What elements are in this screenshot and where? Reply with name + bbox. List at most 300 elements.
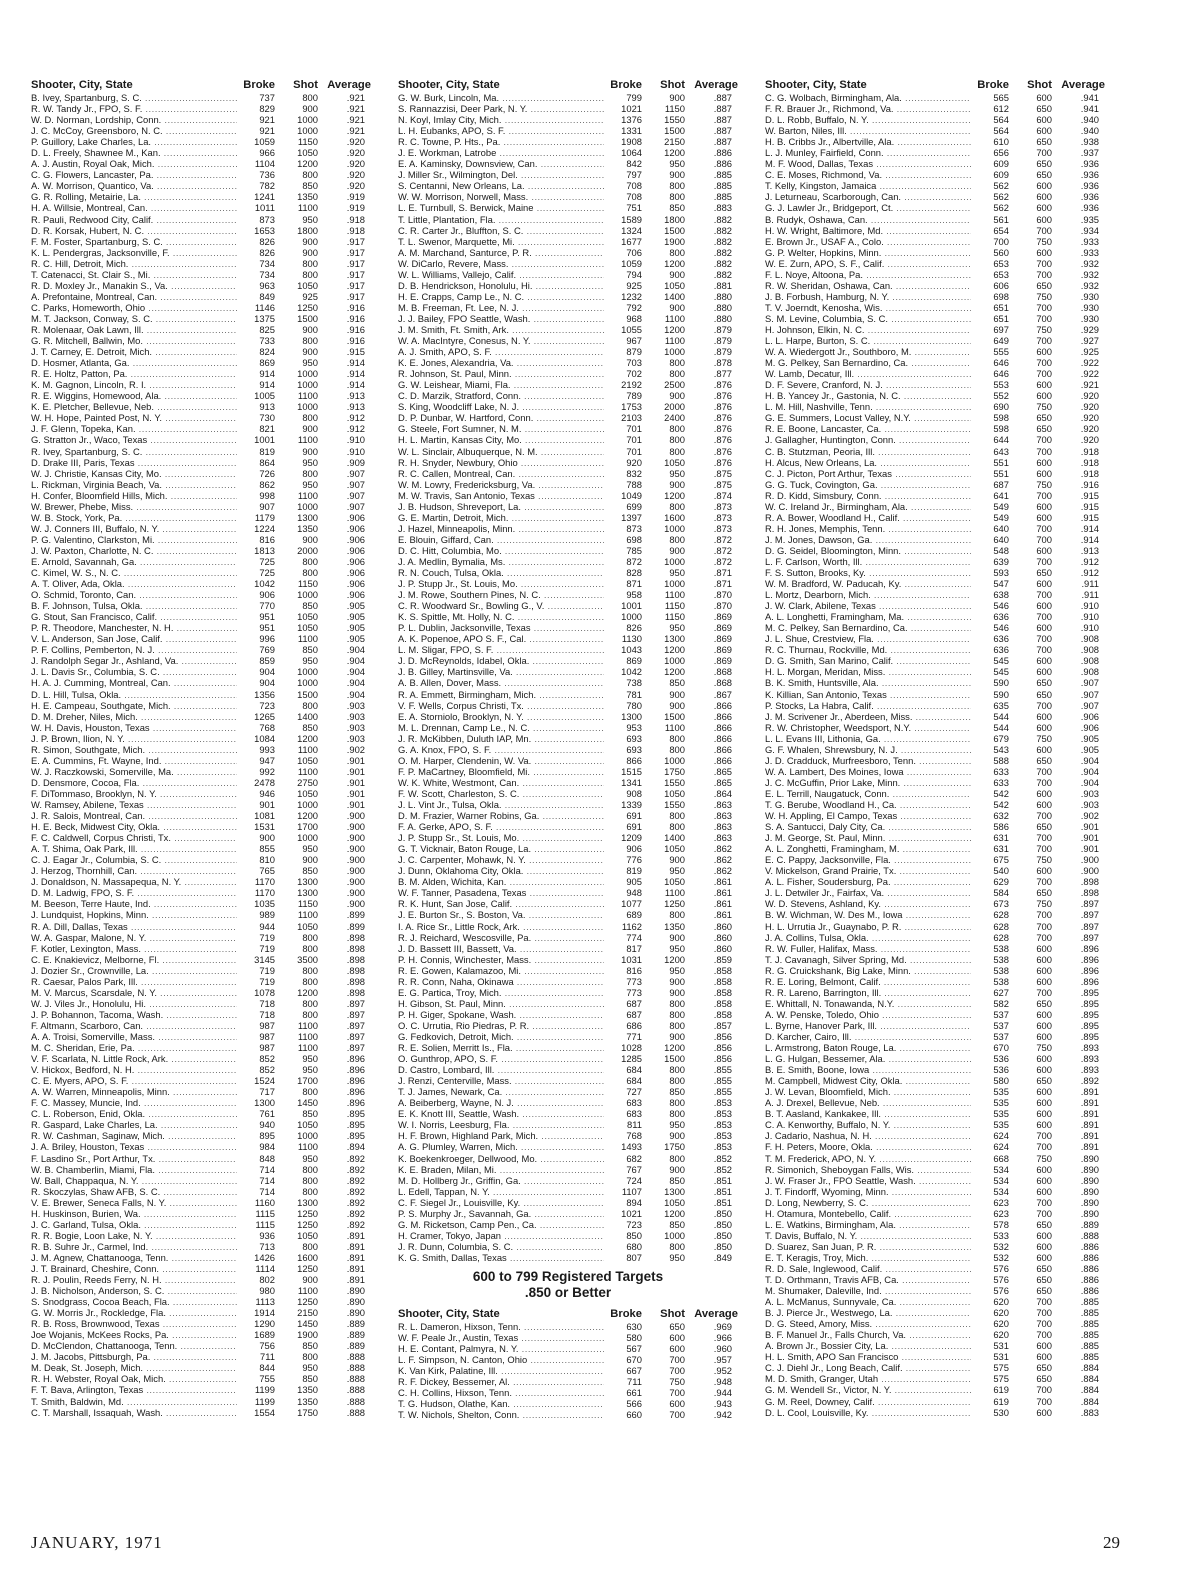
result-row — [31, 987, 371, 998]
shooter-name: L. Rickman, Virginia Beach, Va. ..... — [31, 479, 237, 490]
average-value: .896 — [1080, 942, 1099, 954]
broke-count: 1265 — [254, 710, 275, 722]
broke-count: 737 — [259, 92, 275, 103]
average-value: .930 — [1080, 301, 1099, 313]
shot-count: 1000 — [664, 578, 685, 590]
broke-count: 2103 — [621, 412, 642, 424]
result-row — [765, 324, 1105, 335]
broke-count: 771 — [626, 1030, 642, 1042]
shot-count: 850 — [302, 721, 318, 733]
shot-count: 800 — [302, 931, 318, 943]
average-value: .856 — [713, 1042, 732, 1054]
broke-count: 619 — [993, 1384, 1009, 1396]
shot-count: 1100 — [297, 1285, 318, 1297]
broke-count: 1035 — [254, 898, 275, 910]
broke-count: 3145 — [254, 953, 275, 965]
shot-count: 1150 — [664, 600, 685, 612]
average-value: .920 — [346, 147, 365, 159]
result-row — [31, 677, 371, 688]
result-row — [765, 291, 1105, 302]
result-row — [398, 1086, 738, 1097]
result-row — [31, 401, 371, 412]
shot-count: 1000 — [664, 346, 685, 358]
shooter-name: T. Davis, Buffalo, N. Y. ..... — [765, 1230, 971, 1241]
average-value: .888 — [1080, 1229, 1099, 1241]
result-row — [398, 1130, 738, 1141]
result-row — [398, 622, 738, 633]
broke-count: 536 — [993, 1053, 1009, 1065]
broke-count: 895 — [259, 1130, 275, 1142]
result-row — [31, 280, 371, 291]
broke-count: 907 — [259, 500, 275, 512]
result-row — [765, 1009, 1105, 1020]
shooter-name: K. Killian, San Antonio, Texas ..... — [765, 689, 971, 700]
broke-count: 530 — [993, 1406, 1009, 1418]
average-value: .891 — [1080, 1141, 1099, 1153]
result-row — [398, 1252, 738, 1263]
shot-count: 600 — [1036, 787, 1052, 799]
shot-count: 1250 — [297, 1262, 318, 1274]
result-row — [398, 147, 738, 158]
shot-count: 900 — [669, 169, 685, 181]
result-row — [398, 832, 738, 843]
result-row — [31, 446, 371, 457]
result-row — [31, 898, 371, 909]
shot-count: 1100 — [297, 489, 318, 501]
average-value: .936 — [1080, 191, 1099, 203]
average-value: .870 — [713, 600, 732, 612]
result-row — [31, 854, 371, 865]
result-row — [398, 611, 738, 622]
result-row — [765, 854, 1105, 865]
average-value: .903 — [346, 732, 365, 744]
shooter-name: T. G. Berube, Woodland H., Ca. ..... — [765, 799, 971, 810]
result-row — [765, 711, 1105, 722]
shooter-name: R. Pauli, Redwood City, Calif. ..... — [31, 214, 237, 225]
shooter-name: F. A. Gerke, APO, S. F. ..... — [398, 821, 604, 832]
broke-count: 714 — [259, 1163, 275, 1175]
average-value: .918 — [1080, 467, 1099, 479]
result-row — [398, 379, 738, 390]
average-value: .876 — [713, 445, 732, 457]
shooter-name: B. M. Alden, Wichita, Kan. ..... — [398, 876, 604, 887]
average-value: .900 — [346, 865, 365, 877]
average-value: .866 — [713, 699, 732, 711]
shot-count: 700 — [1036, 522, 1052, 534]
result-row — [398, 1230, 738, 1241]
result-row — [398, 103, 738, 114]
result-row — [31, 733, 371, 744]
broke-count: 606 — [993, 279, 1009, 291]
average-value: .888 — [346, 1362, 365, 1374]
shooter-name: C. E. Myers, APO, S. F. ..... — [31, 1075, 237, 1086]
result-row — [31, 1031, 371, 1042]
average-value: .866 — [713, 732, 732, 744]
shot-count: 650 — [1036, 279, 1052, 291]
shot-count: 1250 — [297, 1207, 318, 1219]
average-value: .906 — [1080, 710, 1099, 722]
shot-count: 700 — [1036, 931, 1052, 943]
result-row — [398, 843, 738, 854]
average-value: .940 — [1080, 125, 1099, 137]
result-row — [765, 1208, 1105, 1219]
broke-count: 826 — [626, 622, 642, 634]
shooter-name: R. A. Emmett, Birmingham, Mich. ..... — [398, 689, 604, 700]
shot-count: 2000 — [297, 544, 318, 556]
average-value: .921 — [346, 92, 365, 103]
shot-count: 1200 — [297, 986, 318, 998]
broke-count: 532 — [993, 1251, 1009, 1263]
average-value: .895 — [1080, 986, 1099, 998]
result-row — [765, 280, 1105, 291]
broke-count: 925 — [626, 279, 642, 291]
average-value: .851 — [713, 1174, 732, 1186]
average-value: .932 — [1080, 257, 1099, 269]
average-value: .869 — [713, 644, 732, 656]
shooter-name: R. H. Snyder, Newbury, Ohio ..... — [398, 457, 604, 468]
result-row — [398, 578, 738, 589]
shot-count: 800 — [302, 997, 318, 1009]
result-row — [31, 998, 371, 1009]
shot-count: 1500 — [664, 125, 685, 137]
result-row — [765, 1362, 1105, 1373]
broke-count: 799 — [626, 92, 642, 103]
shooter-name: M. F. Wood, Dallas, Texas ..... — [765, 158, 971, 169]
broke-count: 683 — [626, 1097, 642, 1109]
shot-count: 700 — [669, 1365, 685, 1377]
shooter-name: L. E. Watkins, Birmingham, Ala. ..... — [765, 1219, 971, 1230]
broke-count: 691 — [626, 810, 642, 822]
shooter-name: J. D. Bassett III, Bassett, Va. ..... — [398, 943, 604, 954]
average-value: .884 — [1080, 1384, 1099, 1396]
shooter-name: J. M. Jacobs, Pittsburgh, Pa. ..... — [31, 1351, 237, 1362]
broke-count: 640 — [993, 533, 1009, 545]
result-row — [31, 136, 371, 147]
shot-count: 650 — [1036, 412, 1052, 424]
issue-date: JANUARY, 1971 — [31, 1533, 163, 1552]
average-value: .852 — [713, 1152, 732, 1164]
shooter-name: R. R. Conn, Naha, Okinawa ..... — [398, 976, 604, 987]
broke-count: 649 — [993, 335, 1009, 347]
average-value: .892 — [346, 1196, 365, 1208]
average-value: .936 — [1080, 180, 1099, 192]
result-row — [31, 578, 371, 589]
broke-count: 537 — [993, 1019, 1009, 1031]
shot-count: 1300 — [664, 1185, 685, 1197]
result-row — [31, 909, 371, 920]
shot-count: 650 — [1036, 821, 1052, 833]
shot-count: 1400 — [664, 832, 685, 844]
result-row — [31, 180, 371, 191]
shooter-name: O. Gunthrop, APO, S. F. ..... — [398, 1053, 604, 1064]
result-row — [398, 556, 738, 567]
shooter-name: J. Dozier Sr., Crownville, La. ..... — [31, 965, 237, 976]
shooter-name: C. L. Roberson, Enid, Okla. ..... — [31, 1108, 237, 1119]
average-value: .920 — [1080, 434, 1099, 446]
shooter-name: J. C. McCoy, Greensboro, N. C. ..... — [31, 125, 237, 136]
shot-count: 700 — [1036, 1384, 1052, 1396]
broke-count: 534 — [993, 1174, 1009, 1186]
shot-count: 700 — [1036, 1307, 1052, 1319]
shot-count: 1050 — [664, 456, 685, 468]
average-value: .858 — [713, 986, 732, 998]
broke-count: 844 — [259, 1362, 275, 1374]
shooter-name: M. V. Marcus, Scarsdale, N. Y. ..... — [31, 987, 237, 998]
shot-count: 800 — [302, 467, 318, 479]
average-value: .920 — [1080, 390, 1099, 402]
broke-count: 682 — [626, 1152, 642, 1164]
shot-count: 1250 — [664, 898, 685, 910]
average-value: .890 — [1080, 1152, 1099, 1164]
result-row — [398, 1332, 738, 1343]
shot-count: 950 — [669, 942, 685, 954]
shot-count: 700 — [1036, 555, 1052, 567]
shooter-name: A. M. Marchand, Santurce, P. R. ..... — [398, 247, 604, 258]
average-value: .887 — [713, 114, 732, 126]
average-value: .895 — [346, 1119, 365, 1131]
shot-count: 600 — [669, 1332, 685, 1344]
average-value: .888 — [346, 1406, 365, 1418]
broke-count: 829 — [259, 103, 275, 115]
shooter-name: J. P. Bohannon, Tacoma, Wash. ..... — [31, 1009, 237, 1020]
shot-count: 750 — [669, 1376, 685, 1388]
broke-count: 792 — [626, 301, 642, 313]
average-value: .860 — [713, 942, 732, 954]
shot-count: 1000 — [297, 368, 318, 380]
average-value: .901 — [1080, 832, 1099, 844]
result-row — [398, 423, 738, 434]
shot-count: 1450 — [297, 1097, 318, 1109]
shooter-name: M. B. Freeman, Ft. Lee, N. J. ..... — [398, 302, 604, 313]
broke-count: 906 — [259, 589, 275, 601]
shooter-name: T. Smith, Baldwin, Md. ..... — [31, 1396, 237, 1407]
result-row — [765, 1119, 1105, 1130]
average-value: .869 — [713, 655, 732, 667]
shot-count: 900 — [669, 986, 685, 998]
shooter-name: A. B. Allen, Dover, Mass. ..... — [398, 677, 604, 688]
broke-count: 769 — [259, 644, 275, 656]
broke-count: 534 — [993, 1185, 1009, 1197]
average-value: .906 — [346, 555, 365, 567]
result-row — [398, 655, 738, 666]
shot-count: 1100 — [297, 765, 318, 777]
result-row — [398, 766, 738, 777]
average-value: .905 — [346, 633, 365, 645]
result-row — [765, 468, 1105, 479]
average-value: .866 — [713, 710, 732, 722]
shot-count: 800 — [669, 533, 685, 545]
shooter-name: J. Renzi, Centerville, Mass. ..... — [398, 1075, 604, 1086]
shooter-name: B. F. Manuel Jr., Falls Church, Va. ..... — [765, 1329, 971, 1340]
shooter-name: W. J. Raczkowski, Somerville, Ma. ..... — [31, 766, 237, 777]
average-value: .882 — [713, 213, 732, 225]
result-row — [765, 1329, 1105, 1340]
shooter-name: J. D. McReynolds, Idabel, Okla. ..... — [398, 655, 604, 666]
broke-count: 703 — [626, 357, 642, 369]
shooter-name: B. Rudyk, Oshawa, Can. ..... — [765, 214, 971, 225]
broke-count: 538 — [993, 942, 1009, 954]
result-row — [31, 932, 371, 943]
shooter-name: W. J. Viles Jr., Honolulu, Hi. ..... — [31, 998, 237, 1009]
broke-count: 866 — [626, 754, 642, 766]
shooter-name: H. B. Yancey Jr., Gastonia, N. C. ..... — [765, 390, 971, 401]
shooter-name: R. Ivey, Spartanburg, S. C. ..... — [31, 446, 237, 457]
shooter-name: D. M. Ladwig, FPO, S. F. ..... — [31, 887, 237, 898]
shooter-name: F. R. Brauer Jr., Richmond, Va. ..... — [765, 103, 971, 114]
average-value: .966 — [713, 1332, 732, 1344]
result-row — [765, 1175, 1105, 1186]
broke-count: 656 — [993, 147, 1009, 159]
shooter-name: R. W. Sheridan, Oshawa, Can. ..... — [765, 280, 971, 291]
shooter-name: T. Little, Plantation, Fla. ..... — [398, 214, 604, 225]
broke-count: 1224 — [254, 522, 275, 534]
shooter-name: W. D. Stevens, Ashland, Ky. ..... — [765, 898, 971, 909]
broke-count: 536 — [993, 1064, 1009, 1076]
shooter-name: C. A. Kenworthy, Buffalo, N. Y. ..... — [765, 1119, 971, 1130]
result-row — [31, 357, 371, 368]
broke-count: 920 — [626, 456, 642, 468]
result-row — [765, 722, 1105, 733]
average-value: .879 — [713, 323, 732, 335]
result-row — [398, 225, 738, 236]
average-value: .861 — [713, 887, 732, 899]
header-broke: Broke — [610, 1307, 642, 1320]
shot-count: 750 — [1036, 1152, 1052, 1164]
broke-count: 773 — [626, 975, 642, 987]
shot-count: 800 — [302, 92, 318, 103]
broke-count: 734 — [259, 257, 275, 269]
shooter-name: W. D. Norman, Lordship, Conn. ..... — [31, 114, 237, 125]
broke-count: 661 — [626, 1387, 642, 1399]
shooter-name: J. Leturneau, Scarborough, Can. ..... — [765, 191, 971, 202]
broke-count: 1376 — [621, 114, 642, 126]
average-value: .903 — [346, 721, 365, 733]
shot-count: 1550 — [664, 799, 685, 810]
average-value: .921 — [346, 114, 365, 126]
shooter-name: R. H. Webster, Royal Oak, Mich. ..... — [31, 1373, 237, 1384]
average-value: .878 — [713, 357, 732, 369]
average-value: .875 — [713, 467, 732, 479]
result-row — [31, 799, 371, 810]
results-list — [398, 1321, 738, 1420]
broke-count: 624 — [993, 1130, 1009, 1142]
shooter-name: V. E. Brewer, Seneca Falls, N. Y. ..... — [31, 1197, 237, 1208]
shot-count: 600 — [1036, 1163, 1052, 1175]
broke-count: 948 — [626, 887, 642, 899]
result-row — [398, 1186, 738, 1197]
shot-count: 1750 — [664, 1141, 685, 1153]
shot-count: 700 — [1036, 920, 1052, 932]
result-row — [31, 423, 371, 434]
shot-count: 1200 — [664, 1207, 685, 1219]
result-row — [398, 412, 738, 423]
result-row — [398, 722, 738, 733]
shooter-name: A. J. Drexel, Bellevue, Neb. ..... — [765, 1097, 971, 1108]
shot-count: 700 — [1036, 765, 1052, 777]
broke-count: 966 — [259, 147, 275, 159]
shooter-name: D. G. Smith, San Marino, Calif. ..... — [765, 655, 971, 666]
broke-count: 782 — [259, 180, 275, 192]
result-row — [765, 1164, 1105, 1175]
shooter-name: E. Whittall, N. Tonawanda, N.Y. ..... — [765, 998, 971, 1009]
broke-count: 633 — [993, 776, 1009, 788]
shot-count: 900 — [669, 478, 685, 490]
result-row — [31, 1009, 371, 1020]
average-value: .904 — [1080, 776, 1099, 788]
broke-count: 725 — [259, 555, 275, 567]
shot-count: 850 — [669, 1218, 685, 1230]
shot-count: 1000 — [297, 666, 318, 678]
result-row — [765, 136, 1105, 147]
shot-count: 700 — [669, 1387, 685, 1399]
average-value: .872 — [713, 533, 732, 545]
average-value: .948 — [713, 1376, 732, 1388]
result-row — [398, 236, 738, 247]
result-row — [31, 92, 371, 103]
broke-count: 633 — [993, 765, 1009, 777]
average-value: .918 — [346, 213, 365, 225]
shooter-name: J. Hazel, Minneapolis, Minn. ..... — [398, 523, 604, 534]
shooter-name: L. M. Hill, Nashville, Tenn. ..... — [765, 401, 971, 412]
result-row — [765, 843, 1105, 854]
shooter-name: A. L. McManus, Sunnyvale, Ca. ..... — [765, 1296, 971, 1307]
shooter-name: P. H. Connis, Winchester, Mass. ..... — [398, 954, 604, 965]
average-value: .885 — [1080, 1318, 1099, 1330]
header-shooter: Shooter, City, State — [31, 79, 133, 91]
results-column-1 — [31, 78, 371, 1418]
result-row — [31, 921, 371, 932]
average-value: .888 — [346, 1373, 365, 1385]
shot-count: 800 — [669, 997, 685, 1009]
shooter-name: R. J. Reichard, Wescosville, Pa. ..... — [398, 932, 604, 943]
broke-count: 630 — [626, 1320, 642, 1332]
shooter-name: A. L. Longhetti, Framingham, Ma. ..... — [765, 611, 971, 622]
shot-count: 650 — [1036, 754, 1052, 766]
result-row — [765, 589, 1105, 600]
result-row — [765, 191, 1105, 202]
shot-count: 1000 — [297, 500, 318, 512]
column-header — [398, 1307, 738, 1321]
average-value: .886 — [1080, 1262, 1099, 1274]
result-row — [31, 1307, 371, 1318]
shooter-name: D. F. Severe, Cranford, N. J. ..... — [765, 379, 971, 390]
shooter-name: T. M. Frederick, APO, N. Y. ..... — [765, 1153, 971, 1164]
broke-count: 548 — [993, 544, 1009, 556]
average-value: .880 — [713, 290, 732, 302]
average-value: .889 — [346, 1329, 365, 1341]
shooter-name: L. M. Sligar, FPO, S. F. ..... — [398, 644, 604, 655]
result-row — [398, 446, 738, 457]
broke-count: 586 — [993, 821, 1009, 833]
shot-count: 600 — [1036, 743, 1052, 755]
column-header — [765, 78, 1105, 92]
average-value: .886 — [1080, 1251, 1099, 1263]
shooter-name: C. E. Knakievicz, Melborne, Fl. ..... — [31, 954, 237, 965]
shooter-name: O. Schmid, Toronto, Can. ..... — [31, 589, 237, 600]
result-row — [398, 1108, 738, 1119]
average-value: .885 — [1080, 1329, 1099, 1341]
average-value: .886 — [1080, 1285, 1099, 1297]
shooter-name: H. B. Cribbs Jr., Albertville, Ala. ..... — [765, 136, 971, 147]
result-row — [398, 644, 738, 655]
shot-count: 1300 — [297, 876, 318, 888]
broke-count: 1339 — [621, 799, 642, 810]
average-value: .895 — [1080, 997, 1099, 1009]
shooter-name: R. Simonich, Sheboygan Falls, Wis. ..... — [765, 1164, 971, 1175]
result-row — [31, 1396, 371, 1407]
shot-count: 2150 — [664, 136, 685, 148]
shot-count: 900 — [669, 975, 685, 987]
